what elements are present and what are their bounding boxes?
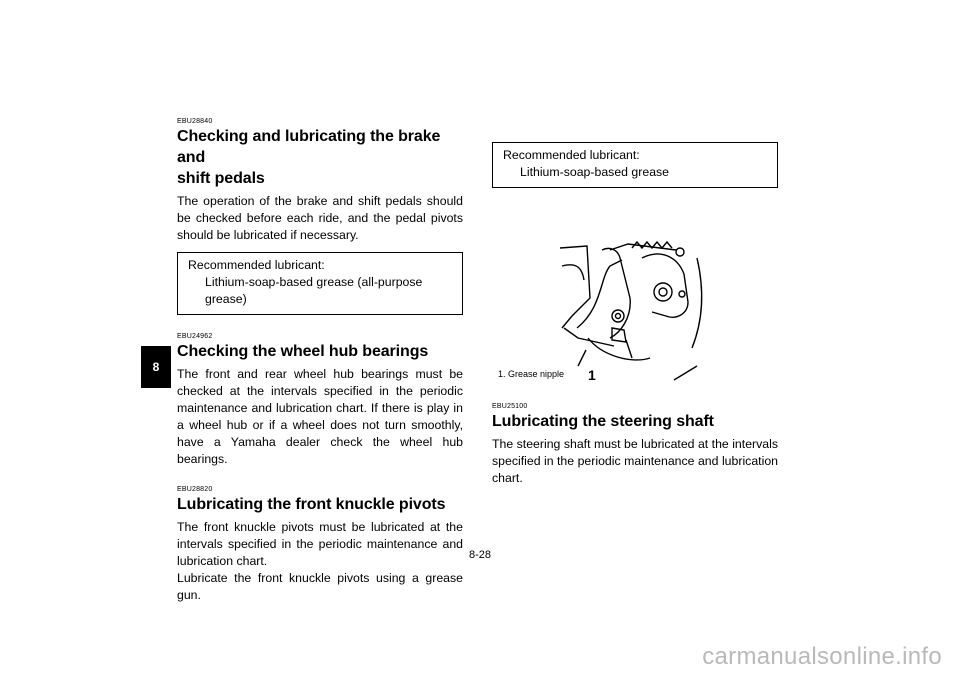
section-code: EBU24962 bbox=[177, 333, 213, 340]
title-line-2: shift pedals bbox=[177, 170, 265, 187]
watermark: carmanualsonline.info bbox=[702, 643, 942, 670]
right-column bbox=[492, 142, 778, 487]
figure-callout: 1 bbox=[588, 367, 596, 383]
chapter-number: 8 bbox=[152, 360, 160, 374]
page-number: 8-28 bbox=[468, 549, 492, 561]
section-title-brake-shift-pedals bbox=[177, 126, 463, 189]
section-code: EBU25100 bbox=[492, 403, 528, 410]
section-code: EBU28840 bbox=[177, 118, 213, 125]
section-body: Lubricate the front knuckle pivots using a grease gun. bbox=[177, 571, 463, 602]
section-body: The front knuckle pivots must be lubricated at the intervals specified in the periodic maintenance and lubrication chart. bbox=[177, 520, 463, 568]
title-line-1: Checking and lubricating the brake and bbox=[177, 128, 441, 166]
lubricant-box bbox=[492, 142, 778, 188]
section-title-knuckle-pivots: Lubricating the front knuckle pivots bbox=[177, 496, 446, 513]
section-body: The steering shaft must be lubricated at the intervals specified in the periodic maintenance and lubrication chart. bbox=[492, 437, 778, 485]
section-body: The operation of the brake and shift pedals should be checked before each ride, and the pedal pivots should be lubricated if necessary. bbox=[177, 194, 463, 242]
lubricant-value: Lithium-soap-based grease (all-purpose grease) bbox=[205, 275, 423, 306]
section-body: The front and rear wheel hub bearings must be checked at the intervals specified in the periodic maintenance and lubrication chart. If there is play in a wheel hub or if a wheel does not turn smoothly, have a Yamaha dealer check the wheel hub bearings. bbox=[177, 367, 463, 466]
lubricant-label: Recommended lubricant: bbox=[188, 258, 325, 272]
section-title-wheel-hub-bearings: Checking the wheel hub bearings bbox=[177, 343, 429, 360]
chapter-tab bbox=[141, 346, 171, 388]
left-column bbox=[177, 118, 463, 604]
lubricant-label: Recommended lubricant: bbox=[503, 148, 640, 162]
lubricant-value: Lithium-soap-based grease bbox=[520, 165, 670, 179]
figure-caption: 1. Grease nipple bbox=[498, 369, 565, 379]
section-code: EBU28820 bbox=[177, 486, 213, 493]
lubricant-box bbox=[177, 252, 463, 315]
section-title-steering-shaft: Lubricating the steering shaft bbox=[492, 413, 714, 430]
